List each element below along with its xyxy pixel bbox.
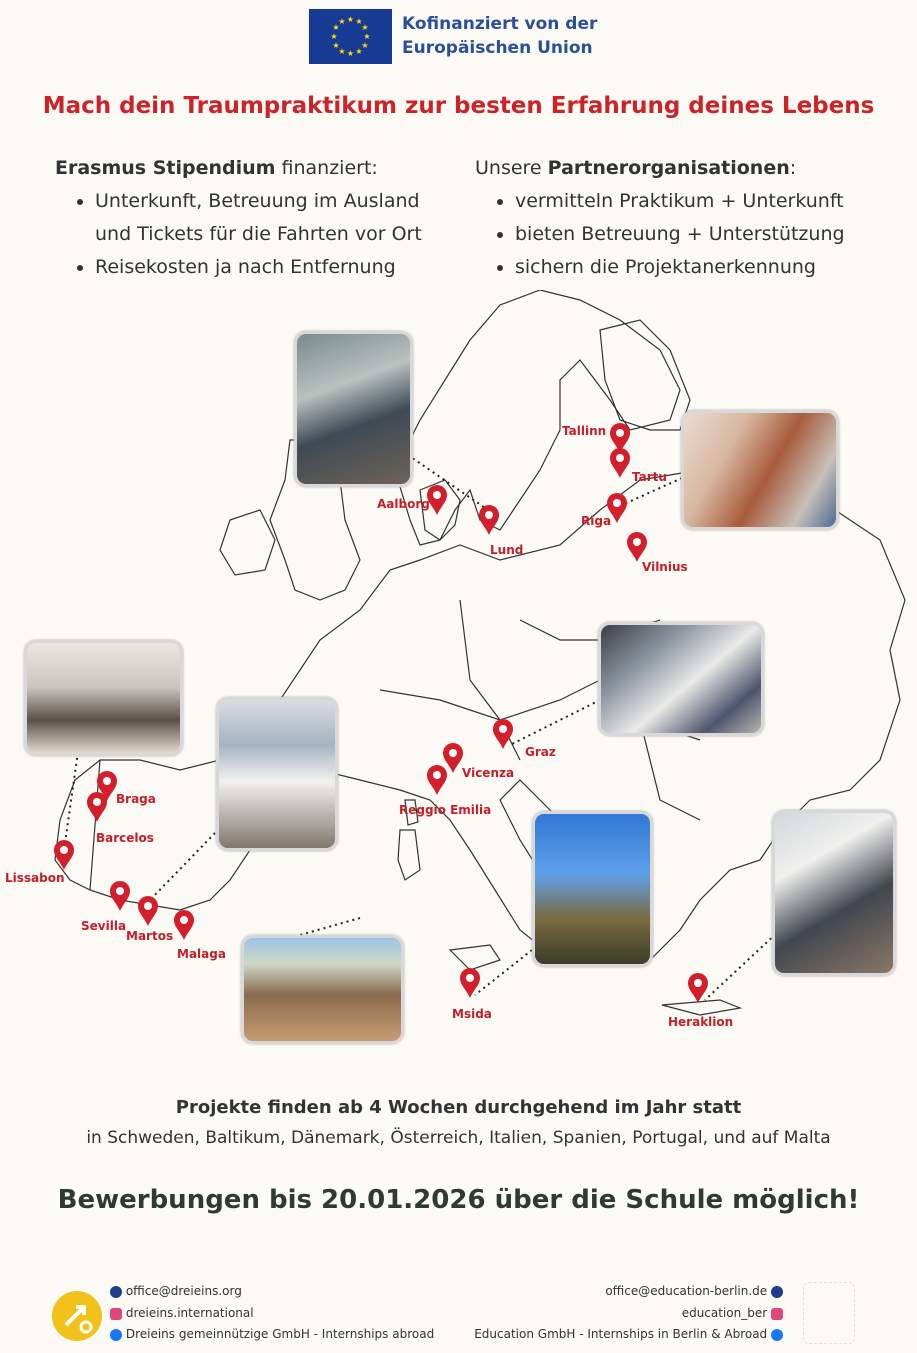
instagram-icon xyxy=(771,1308,783,1320)
photo-laptop xyxy=(772,810,896,976)
svg-text:★: ★ xyxy=(332,23,340,32)
map-pin-vicenza xyxy=(443,743,463,773)
map-pin-heraklion xyxy=(688,973,708,1003)
footer-right-facebook-row xyxy=(474,1327,783,1341)
svg-text:★: ★ xyxy=(355,17,363,26)
footer-right-instagram[interactable]: education_ber xyxy=(681,1306,768,1320)
footer-right-email-row xyxy=(605,1284,783,1298)
svg-text:★: ★ xyxy=(338,47,346,56)
facebook-icon xyxy=(771,1329,783,1341)
application-deadline: Bewerbungen bis 20.01.2026 über die Schule möglich! xyxy=(57,1185,860,1215)
svg-text:★: ★ xyxy=(332,41,340,50)
partner-bold: Partnerorganisationen xyxy=(547,157,790,179)
headline: Mach dein Traumpraktikum zur besten Erfahrung deines Lebens xyxy=(42,93,875,119)
map-pin-vilnius xyxy=(627,532,647,562)
photo-computer xyxy=(598,622,764,736)
list-item: • sichern die Projektanerkennung xyxy=(515,251,895,284)
city-label-msida: Msida xyxy=(452,1007,492,1021)
svg-text:★: ★ xyxy=(355,47,363,56)
footer-left-facebook[interactable]: Dreieins gemeinnützige GmbH - Internships abroad xyxy=(125,1327,435,1341)
map-pin-martos xyxy=(138,896,158,926)
city-label-vilnius: Vilnius xyxy=(642,560,688,574)
eu-line-1: Kofinanziert von der xyxy=(402,14,598,34)
photo-kindergarten xyxy=(681,410,839,530)
projects-countries: in Schweden, Baltikum, Dänemark, Österreich, Italien, Spanien, Portugal, und auf Malta xyxy=(86,1128,831,1148)
photo-lab xyxy=(216,697,338,851)
education-berlin-logo xyxy=(803,1282,855,1344)
footer-left-instagram[interactable]: dreieins.international xyxy=(125,1306,254,1320)
map-pin-aalborg xyxy=(427,485,447,515)
city-label-sevilla: Sevilla xyxy=(81,919,127,933)
city-label-tallinn: Tallinn xyxy=(562,424,607,438)
map-pin-tartu xyxy=(610,448,630,478)
partner-intro-rest: : xyxy=(789,157,797,179)
footer-left-email-row xyxy=(110,1284,242,1298)
footer-right-instagram-row xyxy=(682,1306,783,1320)
map-pin-lissabon xyxy=(54,840,74,870)
map-pin-msida xyxy=(460,968,480,998)
city-label-lund: Lund xyxy=(490,543,524,557)
city-label-reggio-emilia: Reggio Emilia xyxy=(399,803,492,817)
city-label-aalborg: Aalborg xyxy=(377,497,430,511)
photo-kitchen xyxy=(24,640,183,756)
partner-intro-pre: Unsere xyxy=(475,157,548,179)
footer-left-instagram-row xyxy=(110,1306,254,1320)
map-pin-reggio-emilia xyxy=(427,765,447,795)
list-item: • Unterkunft, Betreuung im Ausland und Tickets für die Fahrten vor Ort xyxy=(95,185,455,251)
city-label-lissabon: Lissabon xyxy=(5,871,65,885)
city-label-martos: Martos xyxy=(126,929,174,943)
erasmus-intro-rest: finanziert: xyxy=(275,157,378,179)
facebook-icon xyxy=(110,1329,122,1341)
svg-text:★: ★ xyxy=(363,32,371,41)
svg-text:★: ★ xyxy=(346,15,355,24)
email-icon xyxy=(771,1286,783,1298)
dreieins-logo xyxy=(52,1291,102,1341)
map-pin-barcelos xyxy=(87,792,107,822)
svg-text:★: ★ xyxy=(361,23,369,32)
svg-text:★: ★ xyxy=(346,49,355,58)
footer-right-email[interactable]: office@education-berlin.de xyxy=(605,1284,768,1298)
erasmus-bold: Erasmus Stipendium xyxy=(55,157,276,179)
svg-text:★: ★ xyxy=(361,41,369,50)
footer-right-facebook[interactable]: Education GmbH - Internships in Berlin & Abroad xyxy=(474,1327,768,1341)
city-label-tartu: Tartu xyxy=(632,470,667,484)
map-pin-sevilla xyxy=(110,881,130,911)
email-icon xyxy=(110,1286,122,1298)
footer-left-facebook-row xyxy=(110,1327,434,1341)
city-label-braga: Braga xyxy=(116,792,156,806)
instagram-icon xyxy=(110,1308,122,1320)
footer-left-email[interactable]: office@dreieins.org xyxy=(125,1284,242,1298)
list-item: • Reisekosten ja nach Entfernung xyxy=(95,251,455,284)
city-label-vicenza: Vicenza xyxy=(462,766,515,780)
city-label-barcelos: Barcelos xyxy=(96,831,154,845)
city-label-riga: Riga xyxy=(581,514,612,528)
photo-windturbine xyxy=(532,811,653,967)
map-pin-graz xyxy=(493,719,513,749)
map-pin-malaga xyxy=(174,910,194,940)
eu-line-2: Europäischen Union xyxy=(402,38,593,58)
city-label-heraklion: Heraklion xyxy=(668,1015,734,1029)
svg-text:★: ★ xyxy=(338,17,346,26)
photo-group xyxy=(241,935,404,1044)
photo-workshop xyxy=(294,331,413,487)
list-item: • vermitteln Praktikum + Unterkunft xyxy=(515,185,895,218)
map-pin-lund xyxy=(479,505,499,535)
city-label-malaga: Malaga xyxy=(177,947,226,961)
city-label-graz: Graz xyxy=(525,745,556,759)
projects-title: Projekte finden ab 4 Wochen durchgehend im Jahr statt xyxy=(175,1097,742,1118)
list-item: • bieten Betreuung + Unterstützung xyxy=(515,218,895,251)
svg-text:★: ★ xyxy=(330,32,338,41)
